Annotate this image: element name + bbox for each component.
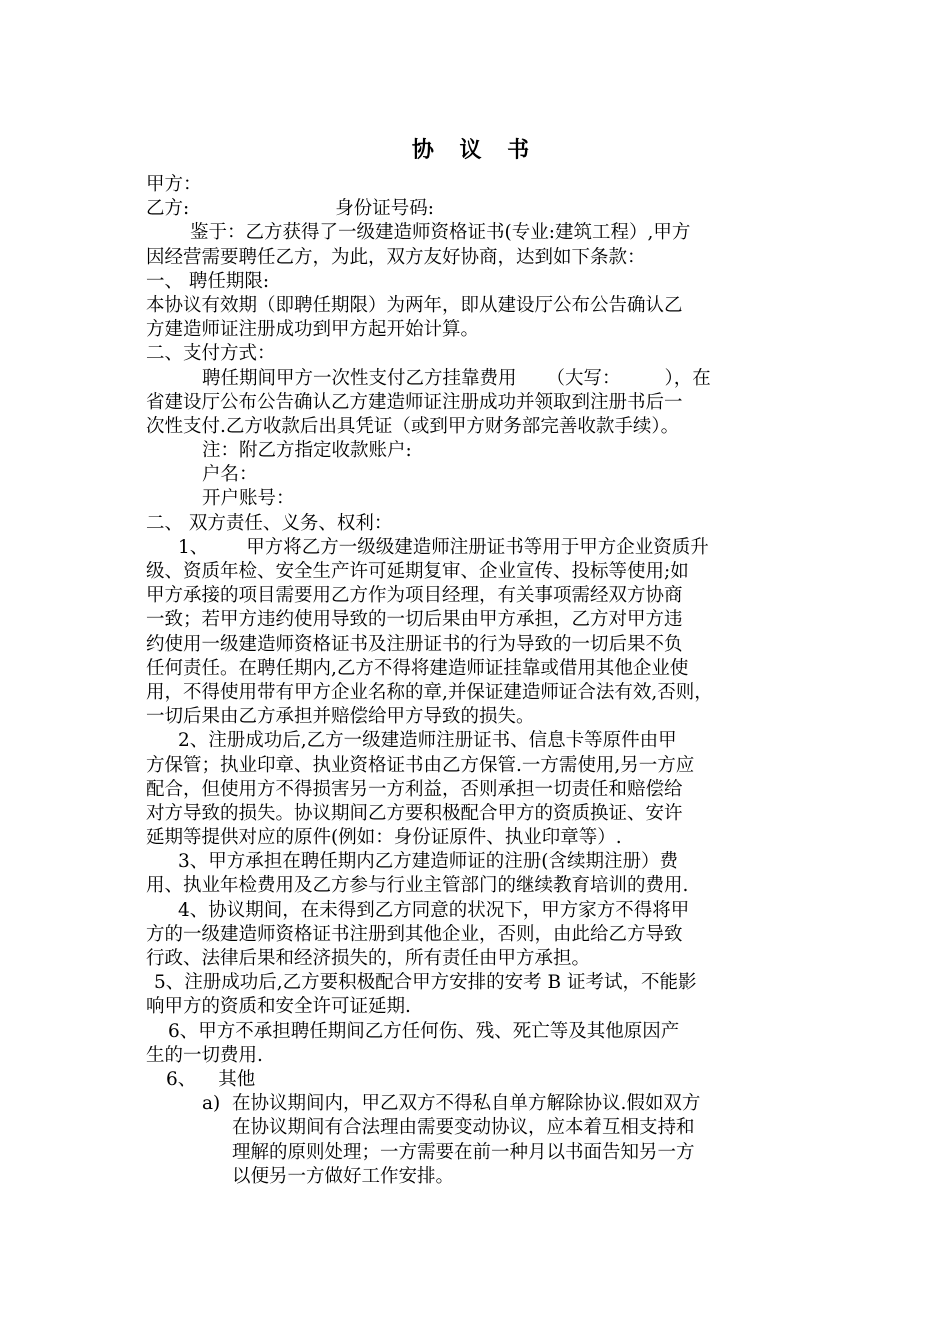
item-1-first-line bbox=[146, 536, 826, 560]
sub-item-a-line: 理解的原则处理；一方需要在前一种月以书面告知另一方 bbox=[232, 1141, 695, 1163]
fee-uppercase-label: （大写： bbox=[546, 367, 621, 389]
fee-text: 聘任期间甲方一次性支付乙方挂靠费用 bbox=[202, 367, 517, 389]
account-note: 注：附乙方指定收款账户: bbox=[202, 440, 412, 462]
section-3-heading: 二、 双方责任、义务、权利： bbox=[146, 512, 393, 534]
item-3-line: 用、执业年检费用及乙方参与行业主管部门的继续教育培训的费用. bbox=[146, 875, 689, 897]
item-6-first-line: 6、甲方不承担聘任期间乙方任何伤、残、死亡等及其他原因产 bbox=[168, 1020, 680, 1042]
party-a-line: 甲方： bbox=[146, 174, 202, 195]
item-1-line: 约使用一级建造师资格证书及注册证书的行为导致的一切后果不负 bbox=[146, 633, 683, 655]
sub-item-a bbox=[146, 1092, 826, 1189]
other-label: 其他 bbox=[218, 1068, 256, 1090]
section-2-line: 次性支付.乙方收款后出具凭证（或到甲方财务部完善收款手续）。 bbox=[146, 415, 680, 437]
item-6-line: 生的一切费用. bbox=[146, 1044, 263, 1066]
item-3-first-line: 3、甲方承担在聘任期内乙方建造师证的注册(含续期注册）费 bbox=[178, 851, 678, 873]
item-1-line: 一致；若甲方违约使用导致的一切后果由甲方承担，乙方对甲方违 bbox=[146, 609, 683, 631]
item-5-first-line: 5、注册成功后,乙方要积极配合甲方安排的安考 B 证考试，不能影 bbox=[154, 972, 697, 994]
item-1-text: 甲方将乙方一级级建造师注册证书等用于甲方企业资质升 bbox=[246, 536, 709, 558]
section-1-heading: 一、 聘任期限: bbox=[146, 270, 270, 292]
item-5-line: 响甲方的资质和安全许可证延期. bbox=[146, 996, 411, 1018]
section-2-heading: 二、支付方式： bbox=[146, 343, 276, 365]
item-1-line: 甲方承接的项目需要用乙方作为项目经理，有关事项需经双方协商 bbox=[146, 585, 683, 607]
section-2-line: 省建设厅公布公告确认乙方建造师证注册成功并领取到注册书后一 bbox=[146, 391, 683, 413]
section-1-line: 本协议有效期（即聘任期限）为两年，即从建设厅公布公告确认乙 bbox=[146, 294, 683, 316]
item-2-line: 延期等提供对应的原件(例如：身份证原件、执业印章等）. bbox=[146, 827, 622, 849]
item-2-line: 对方导致的损失。协议期间乙方要积极配合甲方的资质换证、安许 bbox=[146, 802, 683, 824]
item-2-first-line: 2、注册成功后,乙方一级建造师注册证书、信息卡等原件由甲 bbox=[178, 730, 677, 752]
party-b-label: 乙方: bbox=[146, 198, 190, 220]
preamble-line: 鉴于：乙方获得了一级建造师资格证书(专业:建筑工程）,甲方 bbox=[190, 222, 691, 244]
item-2-line: 方保管；执业印章、执业资格证书由乙方保管.一方需使用,另一方应 bbox=[146, 754, 695, 776]
id-number-label: 身份证号码: bbox=[335, 198, 434, 220]
sub-item-a-line bbox=[146, 1092, 826, 1116]
item-1-line: 任何责任。在聘任期内,乙方不得将建造师证挂靠或借用其他企业使 bbox=[146, 657, 689, 679]
item-2-line: 配合，但使用方不得损害另一方利益，否则承担一切责任和赔偿给 bbox=[146, 778, 683, 800]
item-1-line: 用，不得使用带有甲方企业名称的章,并保证建造师证合法有效,否则， bbox=[146, 681, 713, 703]
sub-item-a-text: 在协议期间内，甲乙双方不得私自单方解除协议.假如双方 bbox=[232, 1093, 701, 1115]
fee-tail: ），在 bbox=[664, 367, 711, 389]
item-1-number: 1、 bbox=[178, 536, 209, 558]
document-title: 协 议 书 bbox=[411, 137, 539, 163]
item-4-first-line: 4、协议期间，在未得到乙方同意的状况下，甲方家方不得将甲 bbox=[178, 899, 690, 921]
preamble-line: 因经营需要聘任乙方，为此，双方友好协商，达到如下条款： bbox=[146, 246, 646, 268]
sub-item-a-marker: a) bbox=[202, 1093, 221, 1115]
section-1-line: 方建造师证注册成功到甲方起开始计算。 bbox=[146, 319, 480, 341]
account-name-label: 户名： bbox=[202, 464, 258, 486]
item-4-line: 行政、法律后果和经济损失的，所有责任由甲方承担。 bbox=[146, 948, 591, 969]
item-1-line: 一切后果由乙方承担并赔偿给甲方导致的损失。 bbox=[146, 706, 535, 728]
other-number: 6、 bbox=[166, 1068, 197, 1090]
item-4-line: 方的一级建造师资格证书注册到其他企业，否则，由此给乙方导致 bbox=[146, 923, 683, 945]
sub-item-a-line: 在协议期间有合法理由需要变动协议，应本着互相支持和 bbox=[232, 1117, 695, 1139]
item-1-line: 级、资质年检、安全生产许可延期复审、企业宣传、投标等使用;如 bbox=[146, 561, 689, 582]
party-b-line bbox=[146, 197, 826, 221]
sub-item-a-line: 以便另一方做好工作安排。 bbox=[232, 1165, 455, 1187]
section-2-line bbox=[146, 367, 826, 391]
document-body bbox=[146, 173, 826, 1189]
account-number-label: 开户账号： bbox=[202, 488, 295, 510]
other-heading bbox=[146, 1068, 826, 1092]
